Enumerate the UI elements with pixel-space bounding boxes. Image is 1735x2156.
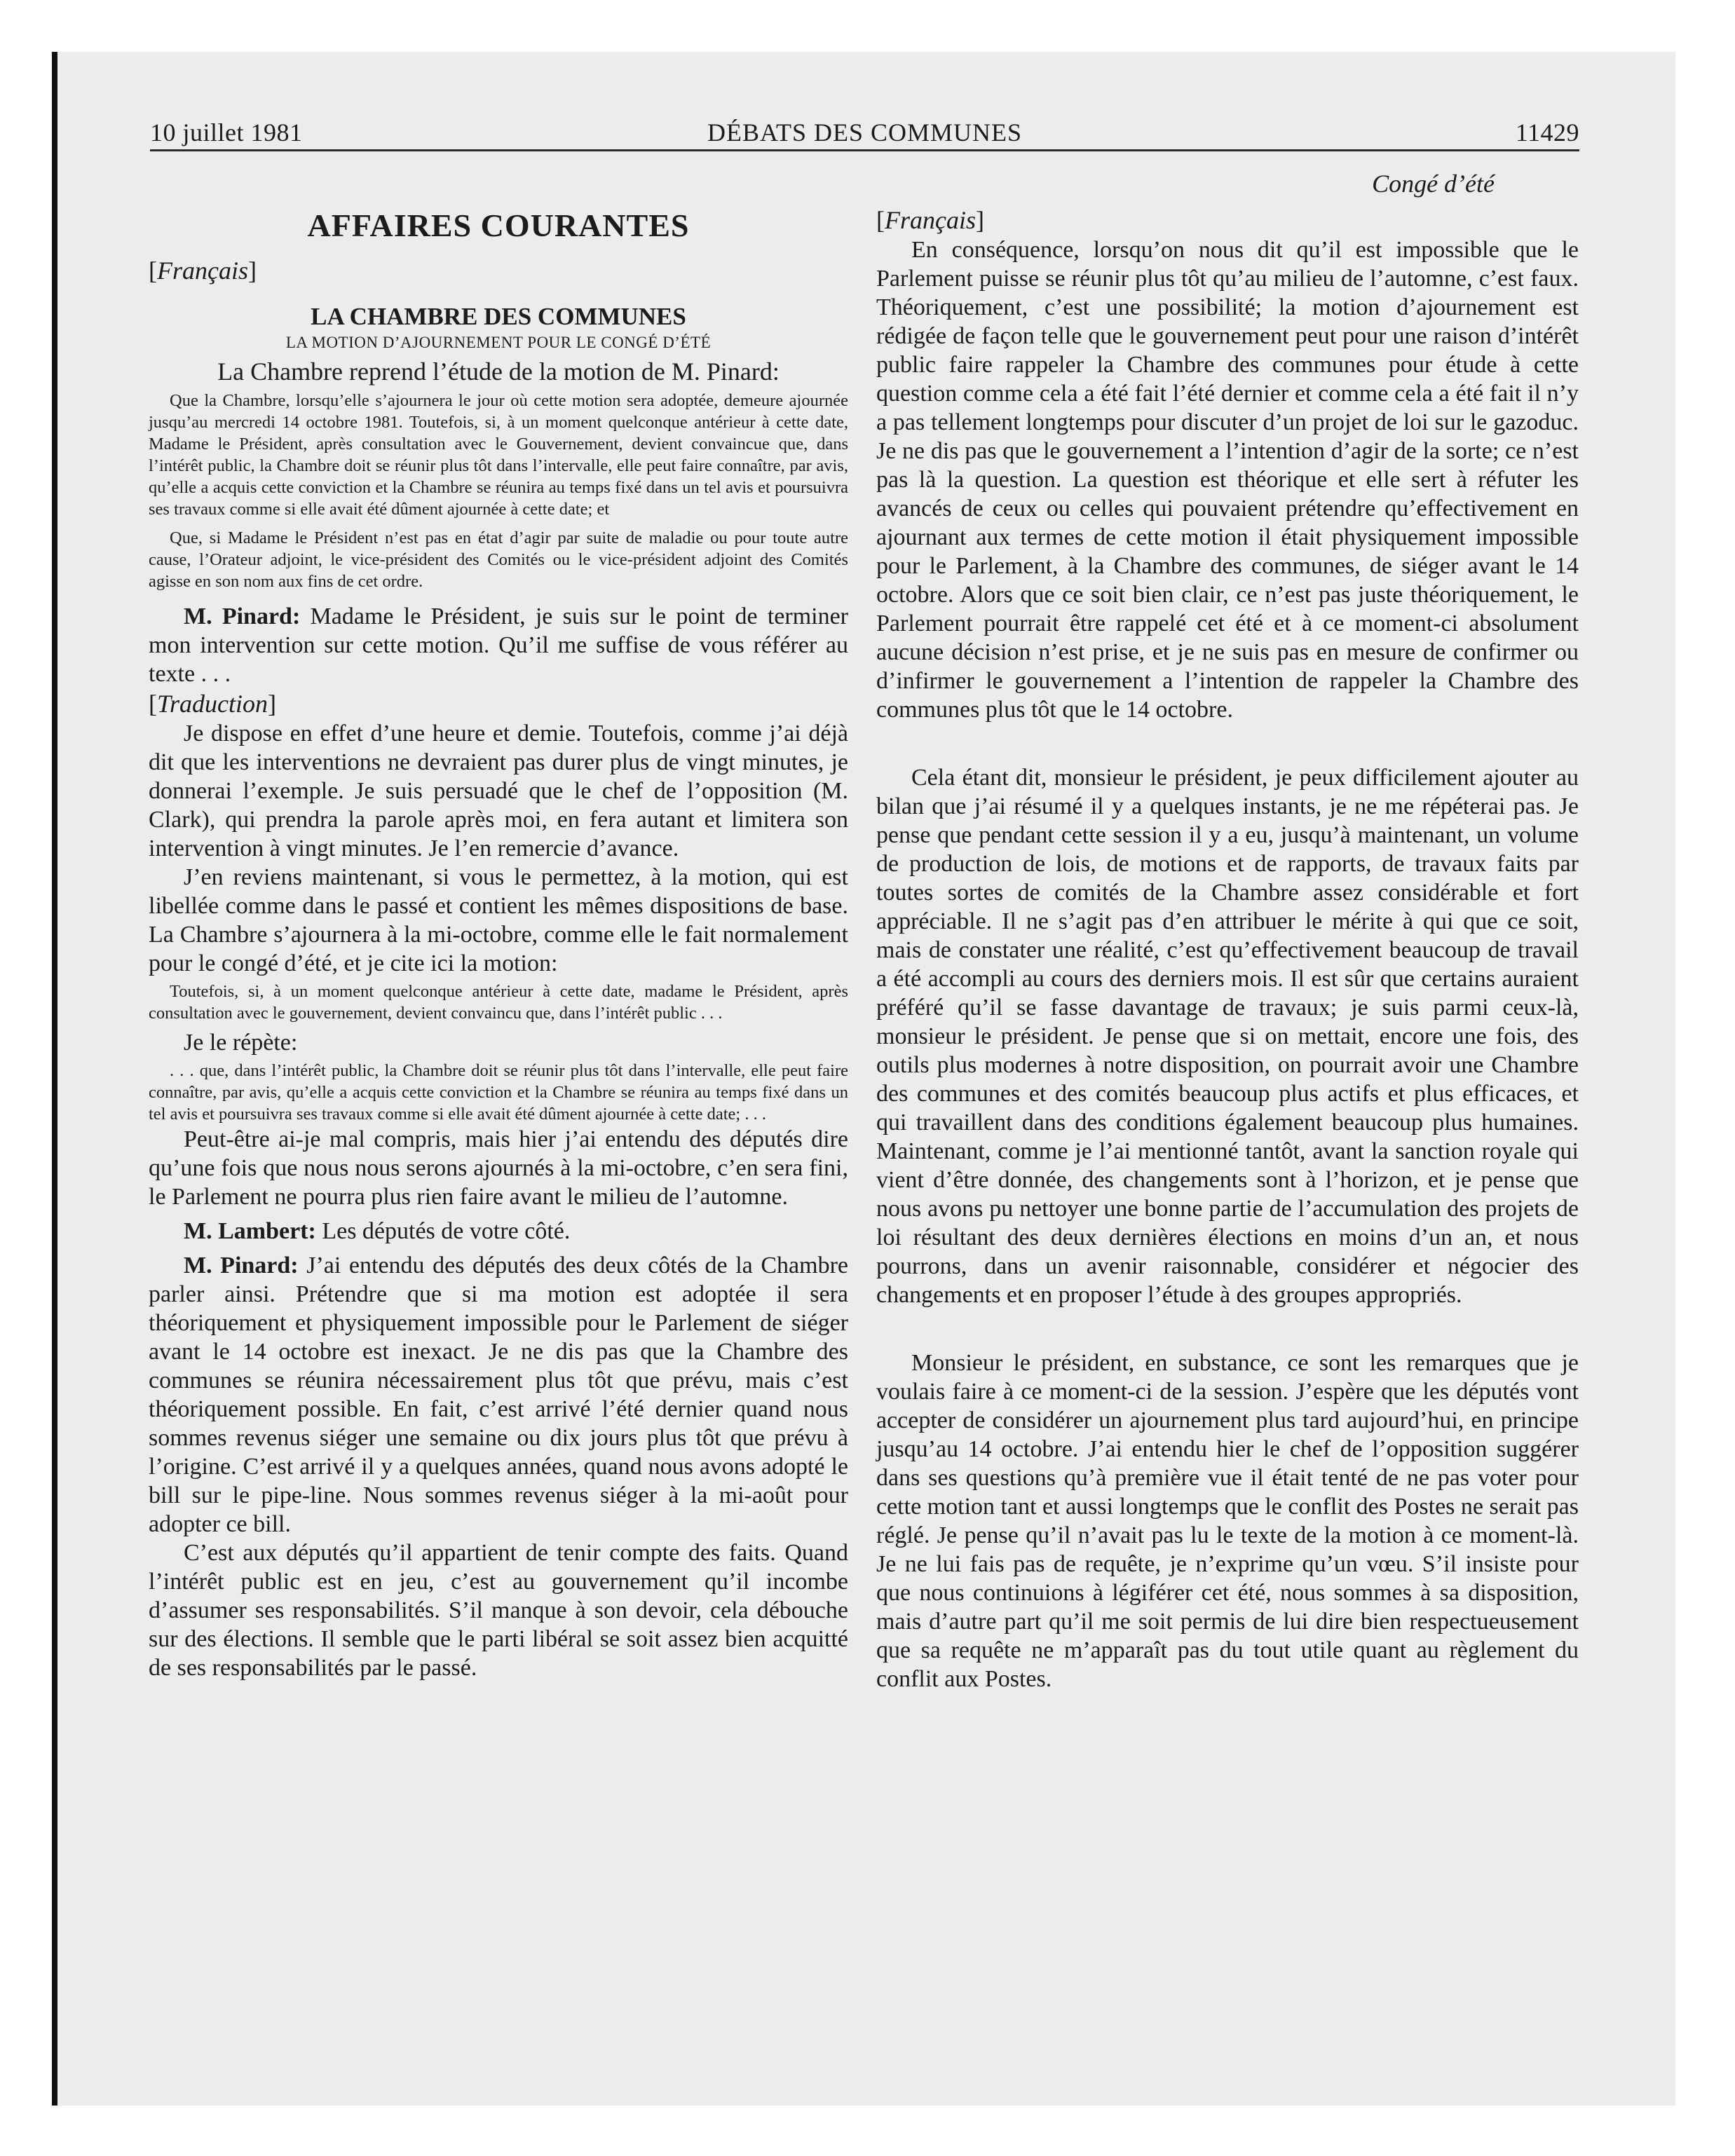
speaker-name: M. Pinard: — [184, 603, 301, 629]
speech-text: Madame le Président, je suis sur le point de terminer mon intervention sur cette motion. Qu’il me suffise de vous référer au texte . . . — [149, 603, 848, 687]
paragraph-return: J’en reviens maintenant, si vous le permettez, à la motion, qui est libellée comme dans le passé et contient les mêmes dispositions de base. La Chambre s’ajournera à la mi-octobre, comme elle le fait normalement pour le congé d’été, et je cite ici la motion: — [149, 864, 848, 976]
header-date: 10 juillet 1981 — [150, 118, 303, 146]
right-column — [876, 168, 1579, 1693]
resume-line: La Chambre reprend l’étude de la motion de M. Pinard: — [217, 357, 780, 386]
quote-2: . . . que, dans l’intérêt public, la Chambre doit se réunir plus tôt dans l’intervalle, elle peut faire connaître, par avis, qu’elle a acquis cette conviction et la Chambre se réunira au temps fixé dans un tel avis et poursuivra ses travaux comme si elle avait été dûment ajournée à cette date; . . . — [149, 1061, 848, 1124]
paragraph-consequence: En conséquence, lorsqu’on nous dit qu’il est impossible que le Parlement puisse se réunir plus tôt qu’au milieu de l’automne, c’est faux. Théoriquement, c’est une possibilité; la motion d’ajournement est rédigée de façon telle que le gouvernement peut pour une raison d’intérêt public faire rappeler la Chambre des communes pour étude à cette question comme cela a été fait l’été dernier et comme cela a été fait il n’y a pas tellement longtemps pour discuter d’un projet de loi sur le gazoduc. Je ne dis pas que le gouvernement a l’intention d’agir de la sorte; ce n’est pas là la question. La question est théorique et elle sert à réfuter les avancés de ceux ou celles qui pouvaient prétendre qu’effectivement en ajournant aux termes de cette motion il était physiquement impossible pour le Parlement, à la Chambre des communes, de siéger avant le 14 octobre. Alors que ce soit bien clair, ce n’est pas juste théoriquement, le Parlement pourrait être rappelé cet été et à ce moment-ci absolument aucune décision n’est prise, et je ne suis pas en mesure de confirmer ou d’infirmer le gouvernement a l’intention de rappeler la Chambre des communes plus tôt que le 14 octobre. — [876, 237, 1579, 723]
language-tag-left — [149, 255, 848, 286]
motion-text-1: Que la Chambre, lorsqu’elle s’ajournera le jour où cette motion sera adoptée, demeure ajournée jusqu’au mercredi 14 octobre 1981. Toutefois, si, à un moment quelconque antérieur à cette date, Madame le Président, après consultation avec le Gouvernement, devient convaincue que, dans l’intérêt public, la Chambre doit se réunir plus tôt dans l’intervalle, elle peut faire connaître, par avis, qu’elle a acquis cette conviction et la Chambre se réunira au temps fixé dans un tel avis et poursuivra ses travaux comme si elle avait été dûment ajournée à cette date; et — [149, 391, 848, 519]
language-tag-text: Français — [885, 206, 976, 234]
right-section-title: Congé d’été — [1372, 170, 1495, 198]
running-head — [150, 118, 1579, 160]
left-column — [149, 168, 848, 1682]
binding-edge — [52, 52, 57, 2106]
header-publication: DÉBATS DES COMMUNES — [707, 118, 1023, 146]
section-title: AFFAIRES COURANTES — [307, 207, 690, 243]
motion-title: LA MOTION D’AJOURNEMENT POUR LE CONGÉ D’ÉTÉ — [285, 334, 712, 351]
language-tag-text: Français — [157, 257, 248, 285]
translation-tag-text: Traduction — [157, 690, 268, 718]
paragraph-substance: Monsieur le président, en substance, ce sont les remarques que je voulais faire à ce moment-ci de la session. J’espère que les députés vont accepter de considérer un ajournement plus tard aujourd’hui, en principe jusqu’au 14 octobre. J’ai entendu hier le chef de l’opposition suggérer dans ses questions qu’à première vue il était tenté de ne pas voter pour cette motion tant et aussi longtemps que le conflit des Postes ne serait pas réglé. Je pense qu’il n’avait pas lu le texte de la motion à ce moment-là. Je ne lui fais pas de requête, je n’exprime qu’un vœu. S’il insiste pour que nous continuions à légiférer cet été, nous sommes à sa disposition, mais d’autre part qu’il me soit permis de lui dire bien respectueusement que sa requête ne m’apparaît pas du tout utile quant au règlement du conflit aux Postes. — [876, 1350, 1579, 1692]
quote-1: Toutefois, si, à un moment quelconque antérieur à cette date, madame le Président, après consultation avec le gouvernement, devient convaincu que, dans l’intérêt public . . . — [149, 982, 848, 1023]
paragraph-deputies: C’est aux députés qu’il appartient de tenir compte des faits. Quand l’intérêt public est en jeu, c’est au gouvernement qu’il incombe d’assumer ses responsabilités. S’il manque à son devoir, cela débouche sur des élections. Il semble que le parti libéral se soit assez bien acquitté de ses responsabilités par le passé. — [149, 1540, 848, 1681]
language-tag-right — [876, 205, 1579, 236]
speaker-name: M. Pinard: — [184, 1253, 299, 1278]
speech-lambert — [149, 1217, 848, 1246]
paragraph-perhaps: Peut-être ai-je mal compris, mais hier j’ai entendu des députés dire qu’une fois que nous nous serons ajournés à la mi-octobre, c’en sera fini, le Parlement ne pourra plus rien faire avant le milieu de l’automne. — [149, 1126, 848, 1210]
motion-text-2: Que, si Madame le Président n’est pas en état d’agir par suite de maladie ou pour toute autre cause, l’Orateur adjoint, le vice-président des Comités ou le vice-président adjoint des Comités agisse en son nom aux fins de cet ordre. — [149, 528, 848, 591]
paragraph-bilan: Cela étant dit, monsieur le président, je peux difficilement ajouter au bilan que j’ai résumé il y a quelques instants, je ne me répéterai pas. Je pense que pendant cette session il y a eu, jusqu’à maintenant, un volume de production de lois, de motions et de rapports, de travaux faits par toutes sortes de comités de la Chambre assez considérable et fort appréciable. Il ne s’agit pas d’en attribuer le mérite à qui que ce soit, mais de constater une réalité, c’est qu’effectivement beaucoup de travail a été accompli au cours des derniers mois. Il est sûr que certains auraient préféré qu’il se fasse davantage de travaux; je suis parmi ceux-là, monsieur le président. Je pense que si on mettait, encore une fois, des outils plus modernes à notre disposition, on pourrait avoir une Chambre des communes et des comités beaucoup plus actifs et plus efficaces, et qui travaillent dans des conditions également beaucoup plus humaines. Maintenant, comme je l’ai mentionné tantôt, avant la sanction royale qui vient d’être donnée, des changements sont à l’horizon, et je pense que nous avons pu nettoyer une bonne partie de l’accumulation des projets de loi résultant des deux dernières élections en moins d’un an, et nous pourrons, dans un avenir raisonnable, considérer et négocier des changements et en proposer l’étude à des groupes appropriés. — [876, 765, 1579, 1308]
translation-tag — [149, 688, 848, 719]
speech-pinard-1 — [149, 602, 848, 688]
speech-text: Les députés de votre côté. — [322, 1218, 571, 1244]
header-rule — [150, 149, 1579, 151]
paragraph-duration: Je dispose en effet d’une heure et demie. Toutefois, comme j’ai déjà dit que les interventions ne devraient pas durer plus de vingt minutes, je donnerai l’exemple. Je suis persuadé que le chef de l’opposition (M. Clark), qui prendra la parole après moi, en fera autant et limitera son intervention à vingt minutes. Je l’en remercie d’avance. — [149, 721, 848, 861]
speech-text: J’ai entendu des députés des deux côtés de la Chambre parler ainsi. Prétendre que si ma motion est adoptée il sera théoriquement et physiquement impossible pour le Parlement de siéger avant le 14 octobre est inexact. Je ne dis pas que la Chambre des communes se réunira nécessairement plus tôt que prévu, mais c’est théoriquement possible. En fait, c’est arrivé l’été dernier quand nous sommes revenus siéger une semaine ou dix jours plus tôt que prévu à l’origine. C’est arrivé il y a quelques années, quand nous avons adopté le bill sur le pipe-line. Nous sommes revenus siéger à la mi-août pour adopter ce bill. — [149, 1253, 848, 1537]
repeat-line: Je le répète: — [184, 1030, 298, 1056]
speech-pinard-2 — [149, 1251, 848, 1538]
header-page-number: 11429 — [1515, 118, 1579, 146]
speaker-name: M. Lambert: — [184, 1218, 316, 1244]
subsection-title: LA CHAMBRE DES COMMUNES — [311, 303, 686, 330]
